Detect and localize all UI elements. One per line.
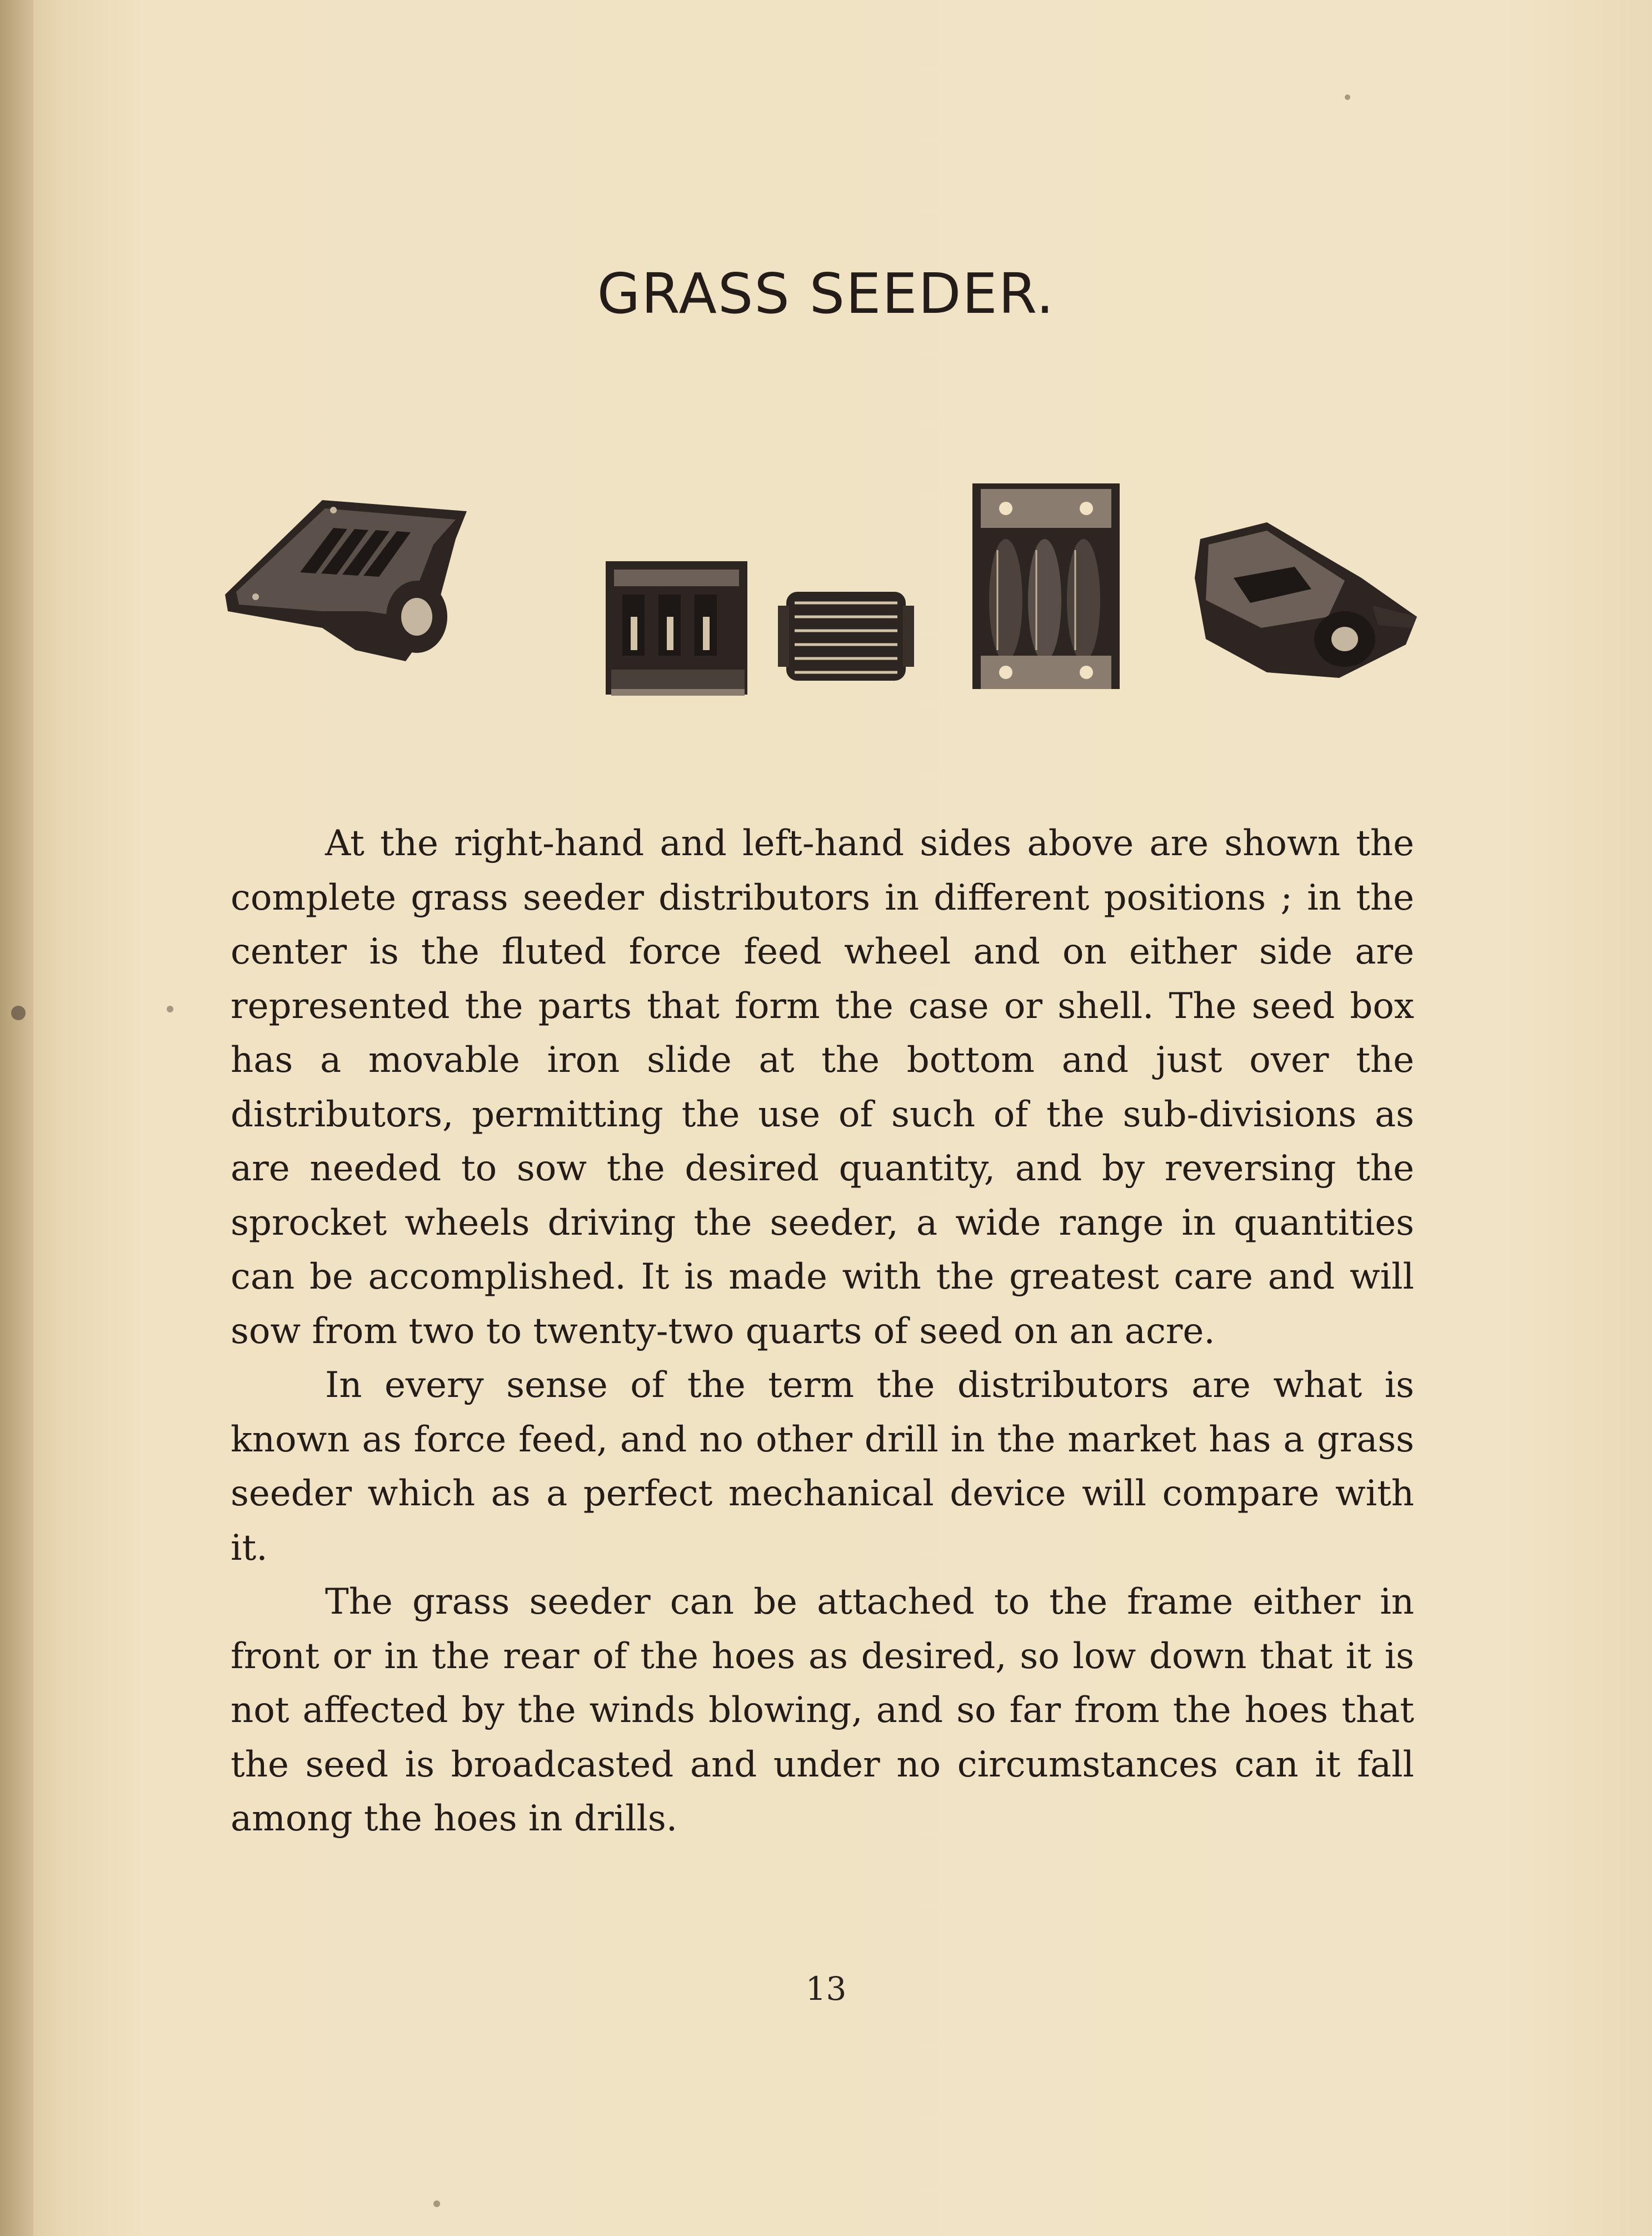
case-half-upper xyxy=(972,483,1120,689)
page-title: GRASS SEEDER. xyxy=(597,261,1055,326)
grass-seeder-distributor-left xyxy=(1195,522,1417,678)
paragraph-2: In every sense of the term the distributors are what is known as force feed, and no other drill in the market has a grass seeder which as a perfect mechanical device will compare with it. xyxy=(231,1365,1414,1569)
book-binding-edge xyxy=(0,0,33,2236)
paper-speck xyxy=(433,2200,440,2207)
seeder-parts-illustration xyxy=(222,478,1434,722)
fluted-force-feed-wheel xyxy=(778,592,914,681)
grass-seeder-distributor-right xyxy=(225,500,467,661)
case-half-lower xyxy=(606,561,747,696)
paper-speck xyxy=(1345,94,1350,100)
paragraph-1: At the right-hand and left-hand sides above are shown the complete grass seeder distributors in different positions ; in the center is the fluted force feed wheel and on either side are represented the parts that form the case or shell. The seed box has a movable iron slide at the bottom and just over the distributors, permitting the use of such of the sub-divisions as are needed to sow the desired quantity, and by reversing the sprocket wheels driving the seeder, a wide range in quantities can be accomplished. It is made with the greatest care and will sow from two to twenty-two quarts of seed on an acre. xyxy=(231,823,1414,1352)
paper-speck xyxy=(167,1006,173,1012)
paper-speck xyxy=(11,1006,26,1020)
body-text xyxy=(231,817,1414,1846)
page-number: 13 xyxy=(805,1970,847,2008)
paragraph-3: The grass seeder can be attached to the frame either in front or in the rear of the hoes as desired, so low down that it is not affected by the winds blowing, and so far from the hoes that the seed is broadcasted and under no circumstances can it fall among the hoes in drills. xyxy=(231,1581,1414,1839)
